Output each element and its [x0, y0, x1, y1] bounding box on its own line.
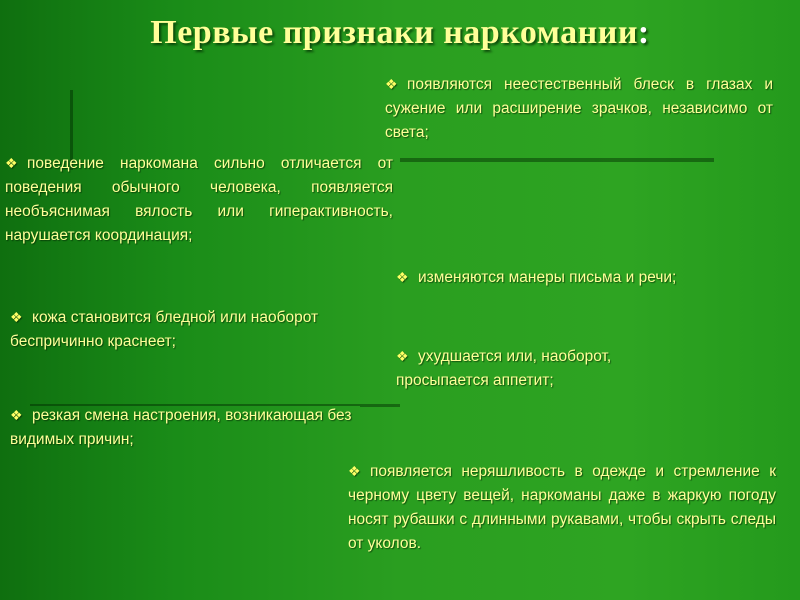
list-item-text: появляется неряшливость в одежде и стремление к черному цвету вещей, наркоманы даже в жаркую погоду носят рубашки с длинными рукавами, чтобы скрыть следы от уколов.	[348, 463, 776, 552]
list-item	[396, 265, 766, 290]
slide-title-text: Первые признаки наркомании	[150, 14, 638, 51]
list-item	[10, 403, 370, 452]
list-item-text: поведение наркомана сильно отличается от поведения обычного человека, появляется необъяснимая вялость или гиперактивность, нарушается координация;	[5, 155, 393, 244]
slide-title-colon: :	[637, 14, 650, 51]
list-item	[348, 459, 776, 556]
diamond-bullet-icon: ❖	[396, 348, 409, 364]
diamond-bullet-icon: ❖	[10, 407, 23, 423]
list-item-text: появляются неестественный блеск в глазах и сужение или расширение зрачков, независимо от света;	[385, 76, 773, 141]
list-item	[385, 72, 773, 145]
diamond-bullet-icon: ❖	[10, 309, 23, 325]
list-item	[5, 151, 393, 248]
decorative-stripe	[400, 158, 714, 162]
list-item	[396, 344, 696, 393]
diamond-bullet-icon: ❖	[5, 155, 18, 171]
list-item-text: ухудшается или, наоборот, просыпается аппетит;	[396, 348, 612, 389]
list-item	[10, 305, 340, 354]
diamond-bullet-icon: ❖	[396, 269, 409, 285]
list-item-text: изменяются манеры письма и речи;	[418, 269, 677, 286]
list-item-text: кожа становится бледной или наоборот беспричинно краснеет;	[10, 309, 319, 350]
diamond-bullet-icon: ❖	[385, 76, 398, 92]
slide-title	[0, 14, 800, 52]
list-item-text: резкая смена настроения, возникающая без видимых причин;	[10, 407, 352, 448]
diamond-bullet-icon: ❖	[348, 463, 361, 479]
